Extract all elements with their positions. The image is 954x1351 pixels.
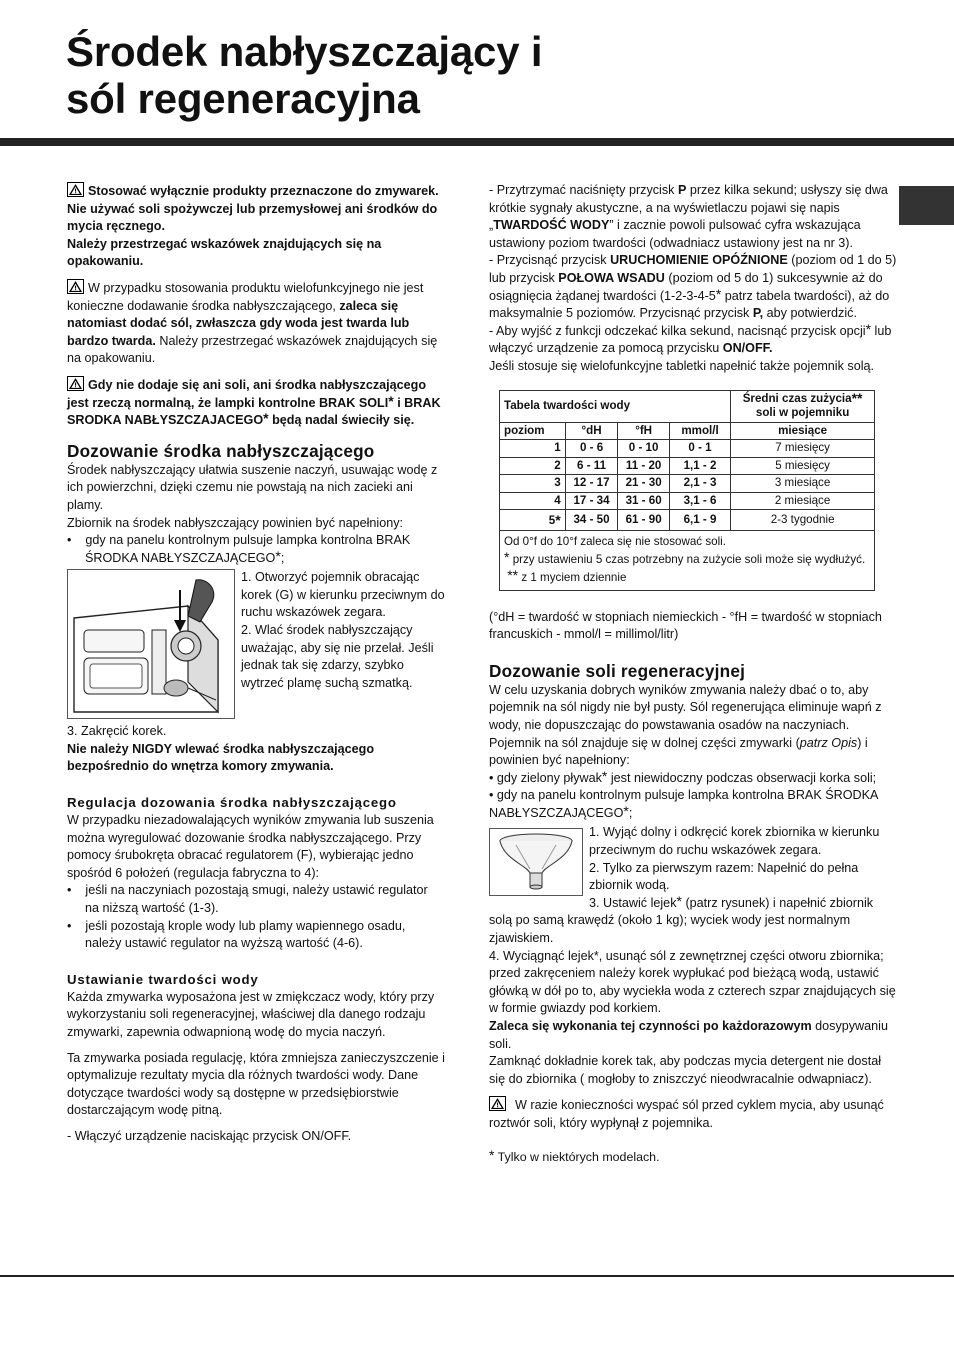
salt-recommendation: Zaleca się wykonania tej czynności po każdorazowym dosypywaniu soli. bbox=[489, 1019, 888, 1051]
table-row: 3 12 - 17 21 - 30 2,1 - 3 3 miesiące bbox=[500, 475, 875, 493]
heading-water-hardness: Ustawianie twardości wody bbox=[67, 971, 259, 987]
rinse-never-warning: Nie należy NIGDY wlewać środka nabłyszczającego bezpośrednio do wnętrza komory zmywania. bbox=[67, 741, 375, 774]
rinse-intro: Środek nabłyszczający ułatwia suszenie naczyń, usuwając wodę z ich powierzchni, dzięki czemu nie powstają na nich zacieki ani plamy. bbox=[67, 462, 438, 512]
warning-multifunction: W przypadku stosowania produktu wielofunkcyjnego nie jest konieczne dodawanie środka nabłyszczającego, zaleca się natomiast dodać sól, zwłaszcza gdy woda jest twarda lub bardzo twarda. Należy przestrzegać wskazówek znajdujących się na opakowaniu. bbox=[67, 280, 438, 366]
rinse-step-3: 3. Zakręcić korek. bbox=[67, 724, 167, 739]
salt-close-cap: Zamknąć dokładnie korek tak, aby podczas mycia detergent nie dostał się do zbiornika ( mogłoby to zniszczyć nieodwracalnie odwapniacz). bbox=[489, 1054, 882, 1086]
salt-funnel-illustration bbox=[489, 828, 583, 896]
salt-bullet-float: • gdy zielony pływak* jest niewidoczny podczas obserwacji korka soli; bbox=[489, 767, 877, 785]
salt-warning: W razie konieczności wyspać sól przed cyklem mycia, aby usunąć roztwór soli, który wypłynął z pojemnika. bbox=[489, 1098, 884, 1130]
warning-lamps: Gdy nie dodaje się ani soli, ani środka nabłyszczającego jest rzeczą normalną, że lampki kontrolne BRAK SOLI* i BRAK SRODKA NABŁYSZCZAJACEGO* będą nadal świeciły się. bbox=[67, 377, 441, 428]
title-line-2: sól regeneracyjna bbox=[66, 75, 420, 122]
salt-bullet-lamp: • gdy na panelu kontrolnym pulsuje lampka kontrolna BRAK ŚRODKA NABŁYSZCZAJĄCEGO*; bbox=[489, 788, 878, 820]
table-title-duration: Średni czas zużycia** soli w pojemniku bbox=[731, 390, 875, 422]
col-header-months: miesiące bbox=[731, 422, 875, 440]
table-header-row bbox=[500, 422, 875, 440]
hardness-p2: Ta zmywarka posiada regulację, która zmniejsza zanieczyszczenie i optymalizuje rezultaty mycia dla różnych twardości wody. Dane dotyczące twardości wody są dostępne w przedsiębiorstwie dostarczającym wodę pitną. bbox=[67, 1050, 445, 1118]
language-tab bbox=[899, 186, 954, 225]
salt-steps-block bbox=[489, 824, 899, 947]
warning-triangle-icon bbox=[67, 182, 84, 197]
rinse-step-1: 1. Otworzyć pojemnik obracając korek (G) w kierunku przeciwnym do ruchu wskazówek zegara. bbox=[241, 570, 445, 620]
rinse-step-2: 2. Wlać środek nabłyszczający uważając, aby się nie przelał. Jeśli jednak tak się zdarzy, szybko wytrzeć plamę suchą szmatką. bbox=[241, 623, 434, 690]
hardness-step-select: - Przycisnąć przycisk URUCHOMIENIE OPÓŹNIONE (poziom od 1 do 5) lub przycisk POŁOWA WSADU (poziom od 5 do 1) sukcesywnie aż do osiągnięcia żądanej twardości (1-2-3-4-5* patrz tabela twardości), aż do maksymalnie 5 poziomów. Przycisnąć przycisk P, aby potwierdzić. bbox=[489, 253, 897, 321]
salt-intro: W celu uzyskania dobrych wyników zmywania należy dbać o to, aby pojemnik na sól nigdy nie był pusty. Sól regenerująca eliminuje wapń z wody, nie dopuszczając do powstawania osadów na naczyniach. bbox=[489, 682, 882, 732]
rinse-fill-when: Zbiornik na środek nabłyszczający powinien być napełniony: bbox=[67, 515, 404, 530]
salt-step-2: 2. Tylko za pierwszym razem: Napełnić do pełna zbiornik wodą. bbox=[589, 860, 859, 893]
salt-step-1: 1. Wyjąć dolny i odkręcić korek zbiornika w kierunku przeciwnym do ruchu wskazówek zegara. bbox=[589, 825, 880, 858]
rinse-bullet: • gdy na panelu kontrolnym pulsuje lampka kontrolna BRAK ŚRODKA NABŁYSZCZAJĄCEGO*; bbox=[67, 533, 411, 565]
salt-step-4: 4. Wyciągnąć lejek*, usunąć sól z zewnętrznej części otworu zbiornika; przed zakręceniem należy korek wypłukać pod bieżącą wodą, ustawić główką w dół po to, aby wyciekła woda z czterech szpar znajdujących się w formie gwiazdy pod korkiem. bbox=[489, 948, 896, 1016]
header-rule bbox=[0, 138, 954, 146]
hardness-units-legend: (°dH = twardość w stopniach niemieckich - °fH = twardość w stopniach francuskich - mmol/l = millimol/litr) bbox=[489, 609, 882, 642]
col-header-fh: °fH bbox=[618, 422, 669, 440]
table-title: Tabela twardości wody bbox=[500, 390, 731, 422]
heading-salt: Dozowanie soli regeneracyjnej bbox=[489, 660, 746, 681]
table-row: 1 0 - 6 0 - 10 0 - 1 7 miesięcy bbox=[500, 440, 875, 458]
adjust-bullet-1: • jeśli na naczyniach pozostają smugi, należy ustawić regulator na niższą wartość (1-3). bbox=[67, 883, 428, 916]
hardness-p3: - Włączyć urządzenie naciskając przycisk ON/OFF. bbox=[67, 1128, 352, 1143]
col-header-dh: °dH bbox=[565, 422, 618, 440]
warning-triangle-icon bbox=[489, 1096, 506, 1111]
heading-rinse-aid: Dozowanie środka nabłyszczającego bbox=[67, 440, 375, 461]
hardness-p1: Każda zmywarka wyposażona jest w zmiękczacz wody, który przy wykorzystaniu soli regeneracyjnej, właściwej dla danego rodzaju zmywarki, zapewnia odwapnioną wodę do mycia naczyń. bbox=[67, 989, 435, 1039]
warning-triangle-icon bbox=[67, 279, 84, 294]
table-title-row bbox=[500, 390, 875, 422]
hardness-step-hold-p: - Przytrzymać naciśnięty przycisk P przez kilka sekund; usłyszy się dwa krótkie sygnały akustyczne, a na wyświetlaczu pojawi się napis „TWARDOŚĆ WODY” i zacznie powoli pulsować cyfra wskazująca ustawiony poziom twardości (odwadniacz ustawiony jest na nr 3). bbox=[489, 183, 888, 250]
dishwasher-dispenser-illustration bbox=[67, 569, 235, 719]
page-title bbox=[66, 28, 542, 122]
warning-products: Stosować wyłącznie produkty przeznaczone do zmywarek. Nie używać soli spożywczej lub przemysłowej ani środków do mycia ręcznego. Należy przestrzegać wskazówek znajdujących się na opakowaniu. bbox=[67, 184, 439, 269]
footer-rule bbox=[0, 1275, 954, 1277]
col-header-level: poziom bbox=[500, 422, 566, 440]
warning-triangle-icon bbox=[67, 376, 84, 391]
rinse-steps-block bbox=[67, 569, 445, 723]
right-column bbox=[489, 182, 899, 1166]
left-column bbox=[67, 182, 445, 1146]
water-hardness-table bbox=[499, 390, 875, 591]
adjust-intro: W przypadku niezadowalających wyników zmywania lub suszenia można wyregulować dozowanie środka nabłyszczającego. Przy pomocy śrubokręta obracać regulatorem (F), wybierając jedno spośród 6 położeń (regulacja fabryczna to 4): bbox=[67, 813, 434, 880]
table-row: 5* 34 - 50 61 - 90 6,1 - 9 2-3 tygodnie bbox=[500, 510, 875, 531]
footnote: * Tylko w niektórych modelach. bbox=[489, 1146, 660, 1164]
table-row: 4 17 - 34 31 - 60 3,1 - 6 2 miesiące bbox=[500, 492, 875, 510]
hardness-step-exit: - Aby wyjść z funkcji odczekać kilka sekund, nacisnąć przycisk opcji* lub włączyć urządzenie za pomocą przycisku ON/OFF. Jeśli stosuje się wielofunkcyjne tabletki napełnić także pojemnik solą. bbox=[489, 320, 892, 373]
col-header-mmol: mmol/l bbox=[669, 422, 730, 440]
title-line-1: Środek nabłyszczający i bbox=[66, 28, 543, 75]
adjust-bullet-2: • jeśli pozostają krople wody lub plamy wapiennego osadu, należy ustawić regulator na wyższą wartość (4-6). bbox=[67, 918, 406, 951]
salt-location: Pojemnik na sól znajduje się w dolnej części zmywarki (patrz Opis) i powinien być napełniony: bbox=[489, 735, 868, 768]
table-row: 2 6 - 11 11 - 20 1,1 - 2 5 miesięcy bbox=[500, 457, 875, 475]
table-note-row: Od 0°f do 10°f zaleca się nie stosować soli. * przy ustawieniu 5 czas potrzebny na zużycie soli może się wydłużyć. ** z 1 myciem dziennie bbox=[500, 530, 875, 590]
salt-step-3: 3. Ustawić lejek* (patrz rysunek) i napełnić zbiornik solą po samą krawędź (około 1 kg); wyciek wody jest normalnym zjawiskiem. bbox=[489, 892, 874, 946]
heading-rinse-adjust: Regulacja dozowania środka nabłyszczającego bbox=[67, 795, 397, 811]
